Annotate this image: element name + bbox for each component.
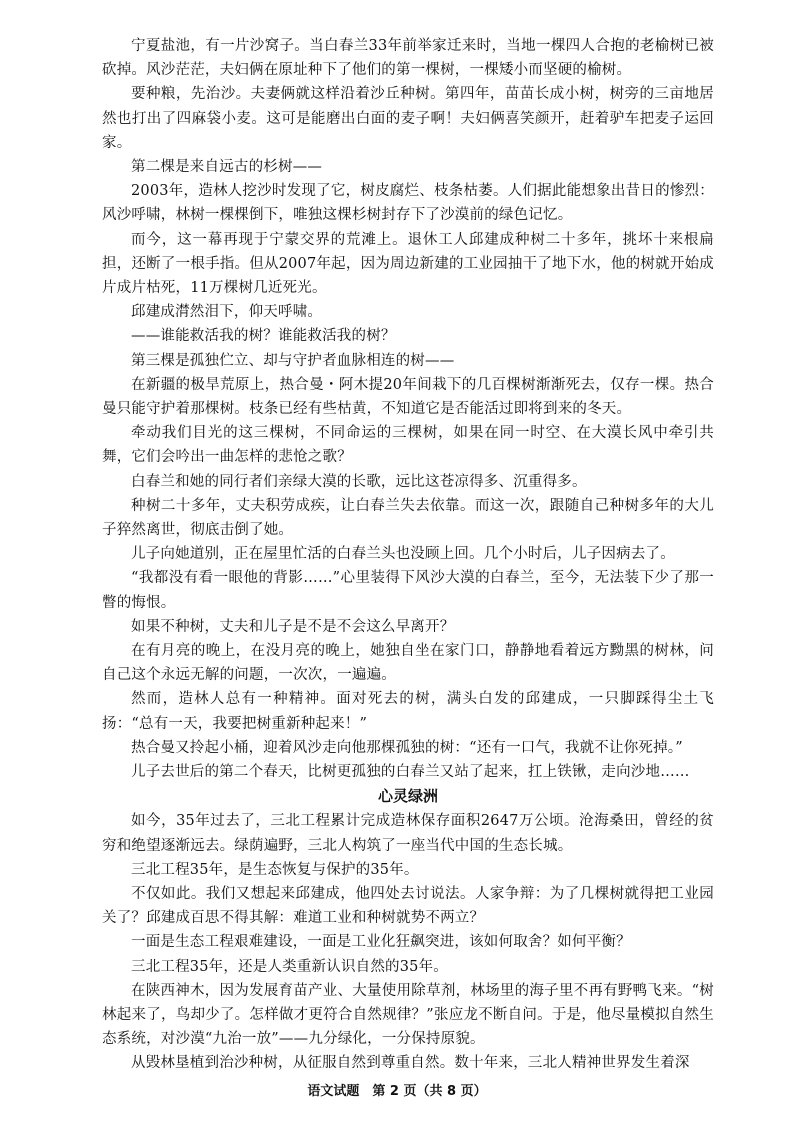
page-footer: 语文试题 第 2 页（共 8 页） [307, 1084, 487, 1099]
paragraph: 牵动我们目光的这三棵树，不同命运的三棵树，如果在同一时空、在大漠长风中牵引共舞，它们会吟出一曲怎样的悲怆之歌？ [102, 425, 714, 466]
paragraph: 如果不种树，丈夫和儿子是不是不会这么早离开？ [131, 618, 455, 635]
paragraph: 第二棵是来自远古的杉树—— [131, 159, 323, 176]
paragraph: 在陕西神木，因为发展育苗产业、大量使用除草剂，林场里的海子里不再有野鸭飞来。“树林起来了，鸟却少了。怎样做才更符合自然规律？”张应龙不断自问。于是，他尽量模拟自然生态系统，对沙漠“九治一放”——九分绿化，一分保持原貌。 [102, 982, 714, 1048]
paragraph: 三北工程35年，还是人类重新认识自然的35年。 [131, 958, 448, 975]
paragraph: 2003年，造林人挖沙时发现了它，树皮腐烂、枝条枯萎。人们据此能想象出昔日的惨烈：风沙呼啸，林树一棵棵倒下，唯独这棵杉树封存下了沙漠前的绿色记忆。 [102, 183, 714, 224]
paragraph: 不仅如此。我们又想起来邱建成，他四处去讨说法。人家争辩：为了几棵树就得把工业园关了？邱建成百思不得其解：难道工业和种树就势不两立？ [102, 885, 714, 927]
paragraph: 在有月亮的晚上，在没月亮的晚上，她独自坐在家门口，静静地看着远方黝黑的树林，问自己这个永远无解的问题，一次次，一遍遍。 [102, 643, 714, 684]
paragraph: 第三棵是孤独伫立、却与守护者血脉相连的树—— [131, 352, 455, 369]
paragraph: 儿子向她道别，正在屋里忙活的白春兰头也没顾上回。几个小时后，儿子因病去了。 [131, 546, 675, 563]
paragraph: 从毁林垦植到治沙种树，从征服自然到尊重自然。数十年来，三北人精神世界发生着深 [131, 1055, 690, 1072]
paragraph: 要种粮，先治沙。夫妻俩就这样沿着沙丘种树。第四年，苗苗长成小树，树旁的三亩地居然也打出了四麻袋小麦。这可是能磨出白面的麦子啊！夫妇俩喜笑颜开，赶着驴车把麦子运回家。 [102, 86, 714, 151]
page-content [102, 34, 714, 1076]
paragraph: 邱建成潸然泪下，仰天呼啸。 [131, 304, 323, 321]
paragraph: 宁夏盐池，有一片沙窝子。当白春兰33年前举家迁来时，当地一棵四人合抱的老榆树已被砍掉。风沙茫茫，夫妇俩在原址种下了他们的第一棵树，一棵矮小而坚硬的榆树。 [102, 38, 714, 79]
paragraph: 在新疆的极旱荒原上，热合曼・阿木提20年间栽下的几百棵树渐渐死去，仅存一棵。热合曼只能守护着那棵树。枝条已经有些枯黄，不知道它是否能活过即将到来的冬天。 [102, 376, 714, 418]
paragraph: ——谁能救活我的树？谁能救活我的树？ [131, 328, 396, 345]
paragraph: “我都没有看一眼他的背影……”心里装得下风沙大漠的白春兰，至今，无法装下少了那一瞥的悔恨。 [102, 570, 714, 611]
paragraph: 热合曼又拎起小桶，迎着风沙走向他那棵孤独的树：“还有一口气，我就不让你死掉。” [131, 739, 683, 756]
paragraph: 儿子去世后的第二个春天，比树更孤独的白春兰又站了起来，扛上铁锹，走向沙地…… [131, 764, 690, 781]
paragraph: 而今，这一幕再现于宁蒙交界的荒滩上。退休工人邱建成种树二十多年，挑坏十来根扁担，还断了一根手指。但从2007年起，因为周边新建的工业园抽干了地下水，他的树就开始成片成片枯死，11万棵树几近死光。 [102, 231, 714, 297]
paragraph: 一面是生态工程艰难建设，一面是工业化狂飙突进，该如何取舍？如何平衡？ [131, 934, 631, 951]
paragraph: 种树二十多年，丈夫积劳成疾，让白春兰失去依靠。而这一次，跟随自己种树多年的大儿子猝然离世，彻底击倒了她。 [102, 497, 714, 539]
paragraph: 白春兰和她的同行者们亲绿大漠的长歌，远比这苍凉得多、沉重得多。 [131, 473, 587, 490]
paragraph: 三北工程35年，是生态恢复与保护的35年。 [131, 861, 419, 878]
paragraph: 如今，35年过去了，三北工程累计完成造林保存面积2647万公顷。沧海桑田，曾经的贫穷和绝望逐渐远去。绿荫遍野，三北人构筑了一座当代中国的生态长城。 [102, 813, 714, 854]
section-heading: 心灵绿洲 [377, 787, 438, 806]
paragraph: 然而，造林人总有一种精神。面对死去的树，满头白发的邱建成，一只脚踩得尘土飞扬：“总有一天，我要把树重新种起来！” [102, 691, 714, 732]
